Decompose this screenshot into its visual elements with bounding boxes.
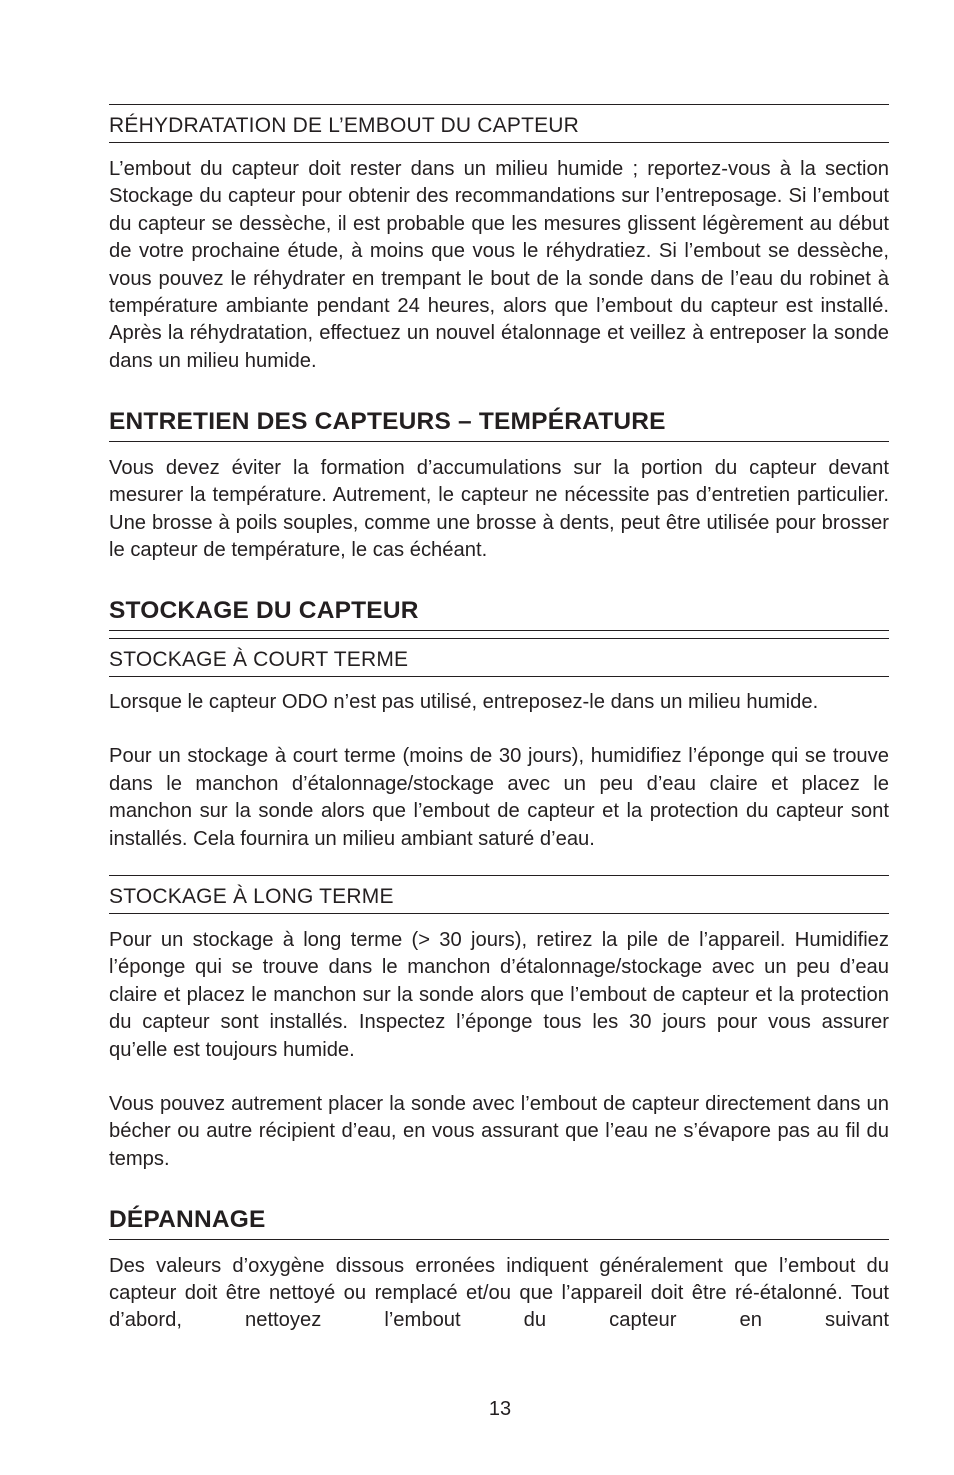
short-term-subheading: STOCKAGE À COURT TERME — [109, 638, 889, 677]
temperature-heading: ENTRETIEN DES CAPTEURS – TEMPÉRATURE — [109, 410, 889, 442]
long-term-subheading: STOCKAGE À LONG TERME — [109, 875, 889, 914]
long-term-paragraph-2: Vous pouvez autrement placer la sonde avec l’embout de capteur directement dans un bécher ou autre récipient d’eau, en vous assurant que l’eau ne s’évapore pas au fil du temps. — [109, 1092, 889, 1170]
storage-heading: STOCKAGE DU CAPTEUR — [109, 599, 889, 631]
page-number: 13 — [488, 1398, 512, 1420]
rehydration-subheading: RÉHYDRATATION DE L’EMBOUT DU CAPTEUR — [109, 104, 889, 143]
long-term-paragraph-1: Pour un stockage à long terme (> 30 jours), retirez la pile de l’appareil. Humidifiez l’éponge qui se trouve dans le manchon d’étalonnage/stockage avec un peu d’eau claire et placez le manchon sur la sonde alors que l’embout de capteur et la protection du capteur sont installés. Inspectez l’éponge tous les 30 jours pour vous assurer qu’elle est toujours humide. — [109, 928, 889, 1061]
page-content — [109, 104, 889, 1335]
rehydration-paragraph: L’embout du capteur doit rester dans un milieu humide ; reportez-vous à la section Stockage du capteur pour obtenir des recommandations sur l’entreposage. Si l’embout du capteur se dessèche, il est probable que les mesures glissent légèrement au début de votre prochaine étude, à moins que vous le réhydratiez. Si l’embout se dessèche, vous pouvez le réhydrater en trempant le bout de la sonde dans de l’eau du robinet à température ambiante pendant 24 heures, alors que l’embout du capteur est installé. Après la réhydratation, effectuez un nouvel étalonnage et veillez à entreposer la sonde dans un milieu humide. — [109, 158, 889, 372]
short-term-paragraph-1: Lorsque le capteur ODO n’est pas utilisé, entreposez-le dans un milieu humide. — [109, 690, 819, 713]
troubleshooting-paragraph: Des valeurs d’oxygène dissous erronées indiquent généralement que l’embout du capteur doit être nettoyé ou remplacé et/ou que l’appareil doit être ré-étalonné. Tout d’abord, nettoyez l’embout du capteur en suivant — [109, 1254, 889, 1332]
troubleshooting-heading: DÉPANNAGE — [109, 1208, 889, 1240]
short-term-paragraph-2: Pour un stockage à court terme (moins de 30 jours), humidifiez l’éponge qui se trouve dans le manchon d’étalonnage/stockage avec un peu d’eau claire et placez le manchon sur la sonde alors que l’embout de capteur et la protection du capteur sont installés. Cela fournira un milieu ambiant saturé d’eau. — [109, 745, 889, 850]
temperature-paragraph: Vous devez éviter la formation d’accumulations sur la portion du capteur devant mesurer la température. Autrement, le capteur ne nécessite pas d’entretien particulier. Une brosse à poils souples, comme une brosse à dents, peut être utilisée pour brosser le capteur de température, le cas échéant. — [109, 456, 889, 561]
